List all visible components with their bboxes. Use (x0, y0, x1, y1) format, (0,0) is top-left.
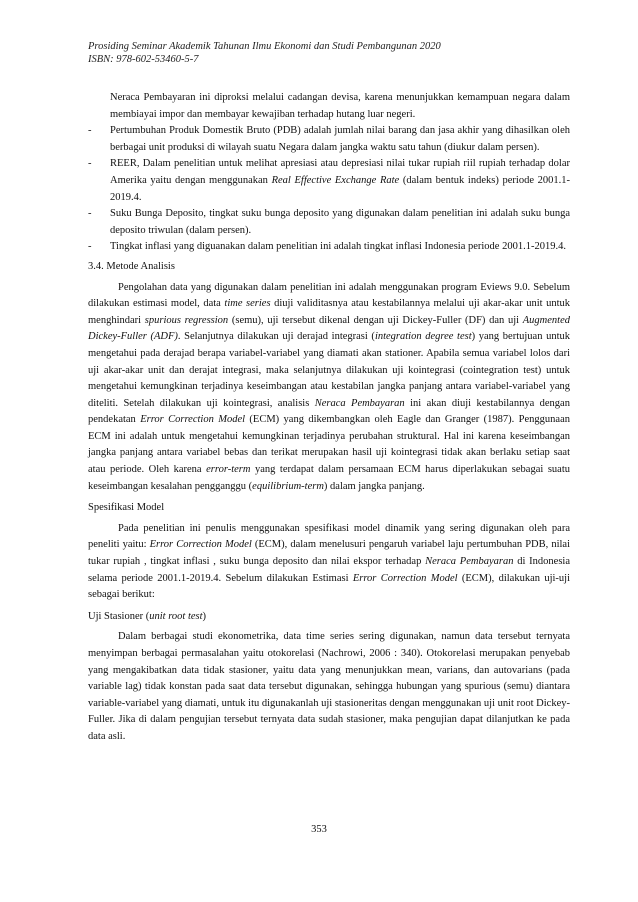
page-number: 353 (311, 824, 327, 835)
list-item-reer (88, 156, 570, 206)
italic-run: integration degree test (374, 331, 472, 343)
list-item-text: Tingkat inflasi yang diguanakan dalam penelitian ini adalah tingkat inflasi Indonesia periode 2001.1-2019.4. (110, 241, 566, 253)
text-run: yang terdapat dalam persamaan ECM harus diperlakukan sebagai suatu keseimbangan kesalahan pengganggu ( (88, 464, 570, 492)
text-run: diuji validitasnya atau kestabilannya melalui uji akar-akar unit untuk menghindari (88, 298, 571, 326)
metode-paragraph (88, 280, 570, 496)
section-heading: 3.4. Metode Analisis (88, 260, 175, 272)
list-dash: - (88, 241, 92, 253)
italic-run: time series (224, 298, 271, 310)
italic-run: Augmented Dickey-Fuller (ADF) (88, 314, 570, 343)
text-run: (semu), uji tersebut dikenal dengan uji Dickey-Fuller (DF) dan uji (228, 314, 523, 326)
list-item-text: Suku Bunga Deposito, tingkat suku bunga deposito yang digunakan dalam penelitian ini adalah suku bunga deposito triwulan (dalam persen). (110, 208, 570, 236)
text-run: Uji Stasioner ( (88, 610, 150, 622)
italic-run: Error Correction Model (149, 539, 252, 551)
italic-run: error-term (206, 464, 251, 476)
subsection-heading-uji-stasioner (88, 609, 570, 626)
italic-run: Neraca Pembayaran (314, 397, 405, 409)
italic-run: Neraca Pembayaran (425, 556, 514, 568)
italic-run: unit root test (149, 610, 203, 622)
list-item-text: (dalam bentuk indeks) periode 2001.1-2019.4. (110, 174, 571, 203)
text-run: di Indonesia selama periode 2001.1-2019.4. Sebelum dilakukan Estimasi (88, 556, 570, 584)
text-run: (ECM), dilakukan uji-uji sebagai berikut: (88, 572, 570, 601)
continuation-paragraph: Neraca Pembayaran ini diproksi melalui cadangan devisa, karena menunjukkan kemampuan negara dalam membiayai impor dan membayar kewajiban terhadap hutang luar negeri. (110, 92, 570, 120)
running-header (88, 40, 570, 66)
text-run: Pada penelitian ini penulis menggunakan spesifikasi model dinamik yang sering digunakan oleh para peneliti yaitu: (88, 522, 570, 551)
text-run: ) dalam jangka panjang. (323, 480, 425, 492)
text-run: (ECM), dalam menelusuri pengaruh variabel laju pertumbuhan PDB, nilai tukar rupiah , tingkat inflasi , suku bunga deposito dan nilai ekspor terhadap (88, 539, 571, 568)
subsection-heading-spesifikasi: Spesifikasi Model (88, 502, 165, 514)
text-run: ) (202, 610, 207, 622)
variable-definition-list (88, 123, 570, 256)
list-item-italic: Real Effective Exchange Rate (271, 174, 400, 186)
text-run: . Selanjutnya dilakukan uji derajad integrasi ( (177, 331, 375, 343)
list-item-text: Pertumbuhan Produk Domestik Bruto (PDB) adalah jumlah nilai barang dan jasa akhir yang dihasilkan oleh berbagai unit produksi di wilayah suatu Negara dalam jangka waktu satu tahun (diukur dalam persen). (110, 125, 570, 153)
text-run: ) yang bertujuan untuk mengetahui pada derajad berapa variabel-variabel yang diamati akan stationer. Apabila semua variabel lolos dari uji akar-akar unit dan derajat integrasi, maka selanjutnya dilakukan uji kointegrasi (cointegration test) untuk mengetahui kemungkinan terjadinya keseimbangan atau kestabilan jangka panjang antara variabel-variabel yang diteliti. Setelah dilakukan uji kointegrasi, analisis (88, 331, 570, 409)
list-dash: - (88, 125, 92, 137)
uji-stasioner-paragraph: Dalam berbagai studi ekonometrika, data time series sering digunakan, namun data tersebut ternyata menyimpan berbagai permasalahan yaitu otokorelasi (Nachrowi, 2006 : 340). Otokorelasi merupakan penyebab yang mengakibatkan data tidak stasioner, yaitu data yang menunjukkan mean, varians, dan autovarians (pada variable lag) tidak konstan pada saat data tersebut digunakan, sehingga hubungan yang spurious (semu) diantara variable-variabel yang diamati, untuk itu digunakanlah uji stasioneritas dengan menggunakan uji unit root Dickey-Fuller. Jika di dalam pengujian tersebut ternyata data sudah stasioner, maka pengujian dapat dilanjutkan ke pada data asli. (88, 631, 570, 742)
text-run: Pengolahan data yang digunakan dalam penelitian ini adalah menggunakan program Eviews 9.0. Sebelum dilakukan estimasi model, data (88, 281, 570, 310)
italic-run: equilibrium-term (252, 480, 324, 492)
isbn-line: ISBN: 978-602-53460-5-7 (88, 54, 199, 65)
list-item-text: REER, Dalam penelitian untuk melihat apresiasi atau depresiasi nilai tukar rupiah riil rupiah terhadap dolar Amerika yaitu dengan menggunakan (110, 158, 570, 186)
list-item-deposito (88, 206, 570, 239)
italic-run: Error Correction Model (140, 414, 246, 426)
text-run: (ECM) yang dikembangkan oleh Eagle dan Granger (1987). Penggunaan ECM ini adalah untuk mengetahui kemungkinan terjadinya perubahan struktural. Hal ini karena keseimbangan jangka panjang antara variabel bebas dan terikat merupakan hasil uji kointegrasi tidak akan berlaku setiap saat atau periode. Oleh karena (88, 414, 570, 476)
spesifikasi-paragraph (88, 521, 570, 604)
proceedings-title: Prosiding Seminar Akademik Tahunan Ilmu Ekonomi dan Studi Pembangunan 2020 (88, 41, 441, 52)
text-run: ini akan diuji kestabilannya dengan pendekatan (88, 397, 570, 426)
italic-run: spurious regression (144, 314, 229, 326)
italic-run: Error Correction Model (352, 572, 458, 584)
list-item-pdb (88, 123, 570, 156)
list-item-inflasi (88, 239, 570, 256)
list-dash: - (88, 158, 92, 170)
list-dash: - (88, 208, 92, 220)
